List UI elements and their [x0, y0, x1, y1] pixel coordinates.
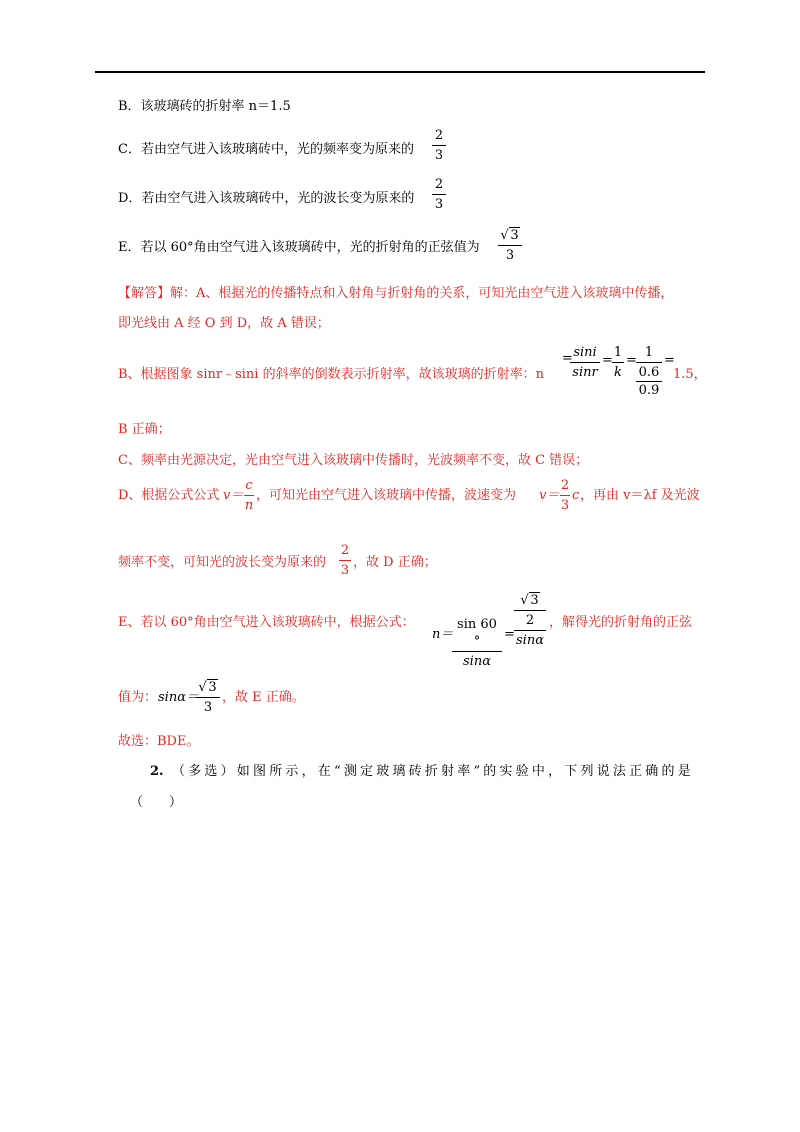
frac-sin60-sinalpha: sin 60 ° sinα — [452, 616, 502, 670]
solution-e-text-1: E、若以 60°角由空气进入该玻璃砖中，根据公式： — [118, 615, 415, 630]
solution-e-value: 值为： — [118, 690, 158, 705]
eq-sign: = — [602, 353, 613, 368]
solution-d-text-1: D、根据公式公式 — [118, 488, 220, 503]
frac-2-3: 2 3 — [560, 478, 570, 513]
solution-b-text: B、根据图象 sinr﹣sini 的斜率的倒数表示折射率，故该玻璃的折射率：n — [118, 367, 544, 382]
d-v: v＝ — [223, 488, 244, 503]
question-number: 2. — [150, 764, 164, 779]
eq-sign: = — [562, 351, 573, 366]
solution-e-end: ，故 E 正确。 — [222, 690, 305, 705]
b-result: 1.5， — [673, 367, 707, 382]
question-text: （多选）如图所示，在“测定玻璃砖折射率”的实验中，下列说法正确的是 — [172, 764, 694, 779]
solution-line-2: 即光线由 A 经 O 到 D，故 A 错误； — [118, 316, 330, 331]
solution-d-text-3: ，再由 v＝λf 及光波 — [580, 488, 700, 503]
eq-sign: = — [504, 627, 515, 642]
frac-1-k: 1 k — [613, 345, 623, 380]
frac-sqrt3-3: √ 3 3 — [196, 679, 220, 716]
frac-sqrt3-2-sinalpha: √ 3 2 sinα — [514, 592, 546, 649]
eq-sign: = — [664, 353, 675, 368]
solution-line-1: 【解答】解：A、根据光的传播特点和入射角与折射角的关系，可知光由空气进入该玻璃中传播， — [118, 286, 674, 301]
option-c-fraction: 2 3 — [432, 127, 446, 164]
header-rule — [95, 71, 705, 73]
frac-c-n: c n — [244, 478, 254, 513]
option-d-fraction: 2 3 — [432, 176, 446, 213]
question-blank: （ ） — [130, 795, 183, 810]
option-c: C．若由空气进入该玻璃砖中，光的频率变为原来的 — [118, 142, 414, 157]
d-v-2: v＝ — [539, 488, 560, 503]
solution-d-text-5: ，故 D 正确； — [353, 555, 437, 570]
option-e: E．若以 60°角由空气进入该玻璃砖中，光的折射角的正弦值为 — [118, 240, 480, 255]
solution-answer: 故选：BDE。 — [118, 734, 200, 749]
option-d: D．若由空气进入该玻璃砖中，光的波长变为原来的 — [118, 191, 415, 206]
solution-b-correct: B 正确； — [118, 422, 171, 437]
solution-d-text-2: ，可知光由空气进入该玻璃中传播，波速变为 — [256, 488, 517, 503]
d-c: c — [572, 488, 580, 503]
e-n: n＝ — [432, 627, 454, 642]
solution-c-text: C、频率由光源决定，光由空气进入该玻璃中传播时，光波频率不变，故 C 错误； — [118, 453, 589, 468]
eq-sign: = — [626, 353, 637, 368]
option-e-fraction: √ 3 3 — [498, 227, 522, 264]
solution-d-text-4: 频率不变，可知光的波长变为原来的 — [118, 555, 327, 570]
e-sinalpha: sinα＝ — [158, 690, 199, 705]
solution-e-text-2: ，解得光的折射角的正弦 — [549, 615, 693, 630]
frac-2-3-b: 2 3 — [340, 543, 350, 578]
option-b: B．该玻璃砖的折射率 n＝1.5 — [118, 99, 291, 114]
frac-sini-sinr: sini sinr — [570, 344, 600, 381]
frac-1-over-06-09: 1 0.6 0.9 — [636, 344, 662, 399]
